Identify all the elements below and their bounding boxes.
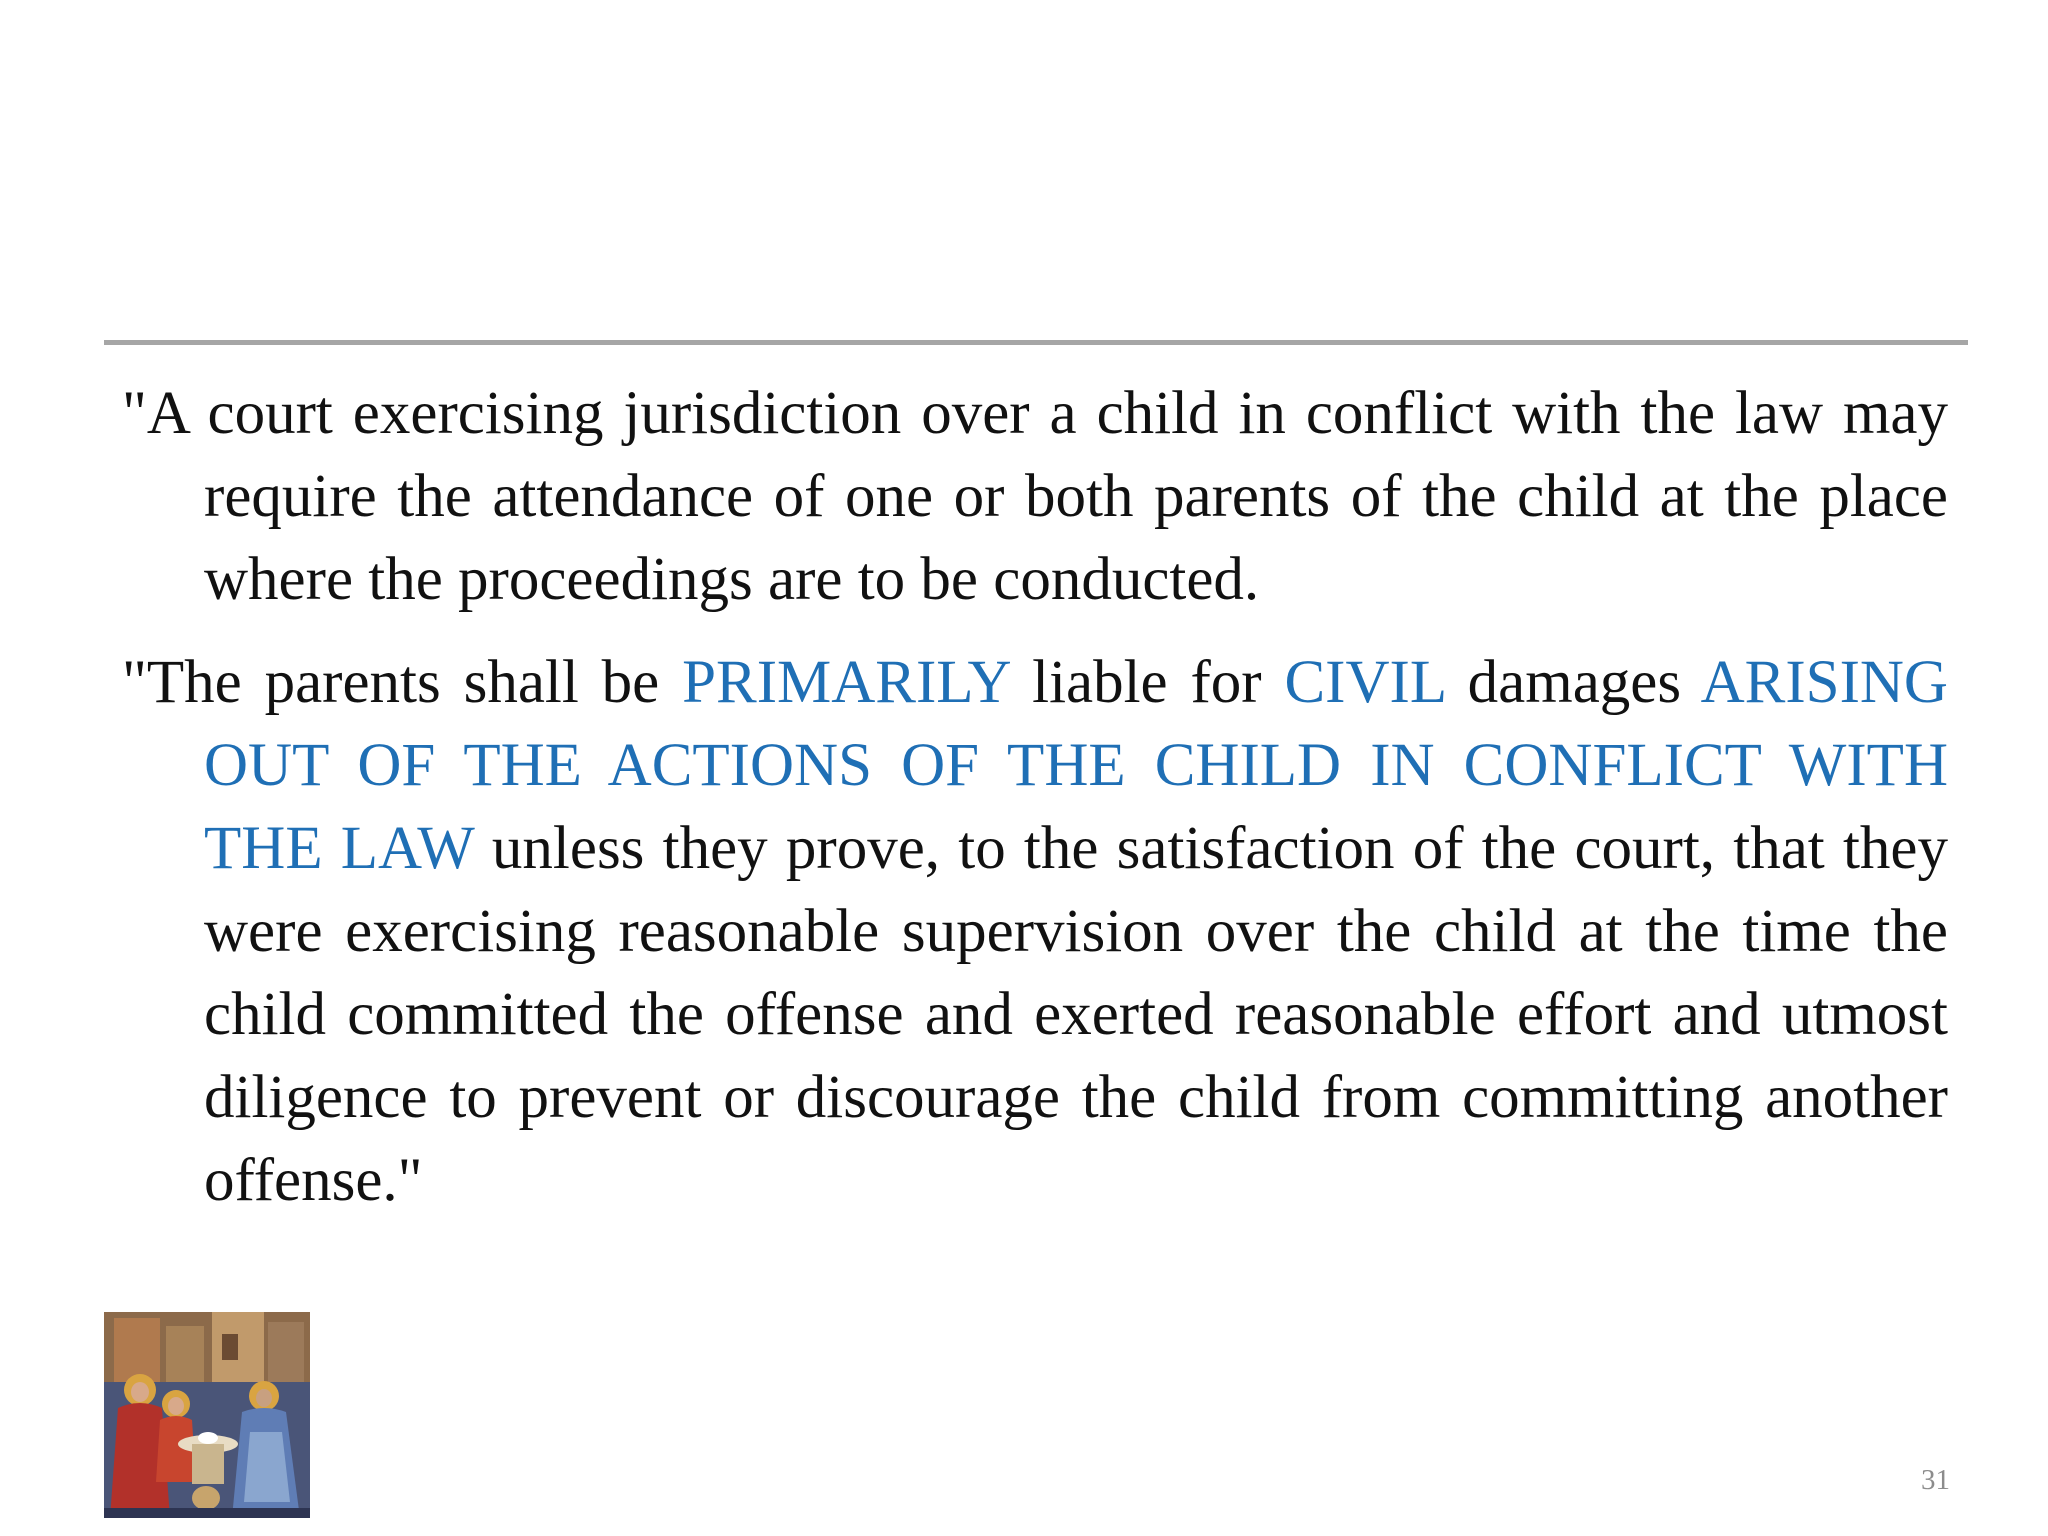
slide-body (122, 372, 1948, 1222)
quote-paragraph-1 (122, 372, 1948, 621)
highlight-primarily: PRIMARILY (682, 649, 1010, 716)
quote-2-text-part-3: damages (1444, 649, 1701, 716)
slide-number: 31 (1921, 1464, 1950, 1496)
religious-painting-icon (104, 1312, 310, 1518)
highlight-civil: CIVIL (1284, 649, 1445, 716)
highlight-arising-out: ARISING OUT OF THE ACTIONS OF THE CHILD IN CONFLICT WITH THE LAW (204, 649, 1948, 882)
quote-2-text-part-2: liable for (1009, 649, 1285, 716)
quote-1-text: "A court exercising jurisdiction over a child in conflict with the law may require the attendance of one or both parents of the child at the place where the proceedings are to be conducted. (122, 380, 1948, 613)
header-divider (104, 340, 1968, 345)
quote-2-text-part-4: unless they prove, to the satisfaction of the court, that they were exercising reasonable supervision over the child at the time the child committed the offense and exerted reasonable effort and utmost diligence to prevent or discourage the child from committing another offense." (204, 815, 1948, 1214)
quote-2-text-part-1: "The parents shall be (122, 649, 683, 716)
quote-paragraph-2 (122, 641, 1948, 1222)
